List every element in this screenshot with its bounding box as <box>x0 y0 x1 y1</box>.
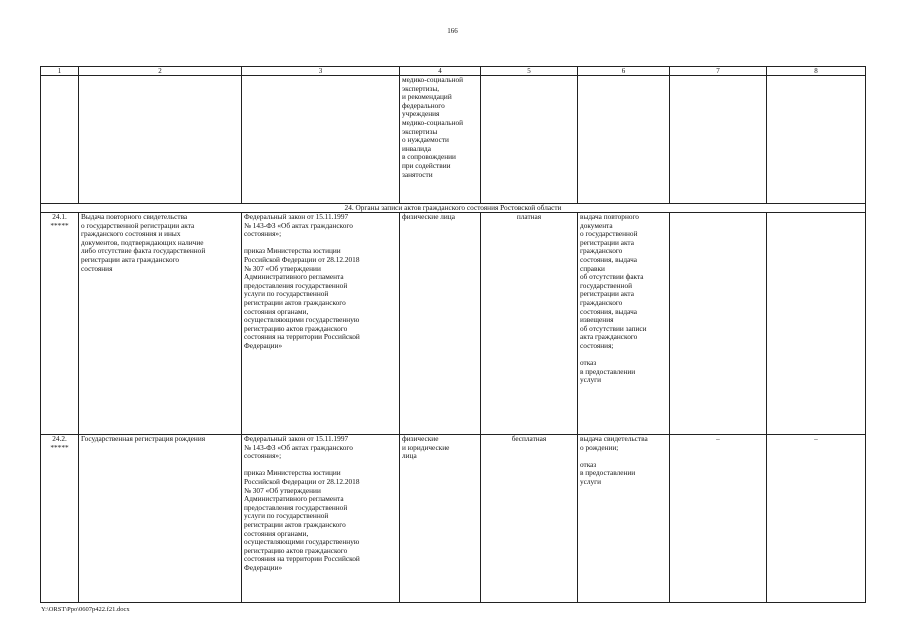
cell-col8 <box>767 76 866 204</box>
cell-result: выдача свидетельства о рождении; отказ в предоставлении услуги <box>578 435 670 603</box>
column-number: 1 <box>41 67 79 76</box>
section-title: 24. Органы записи актов гражданского состояния Ростовской области <box>41 204 866 213</box>
table-row <box>41 213 866 435</box>
cell-recipients: медико-социальной экспертизы, и рекомендаций федерального учреждения медико-социальной экспертизы о нуждаемости инвалида в сопровождении при содействии занятости <box>400 76 481 204</box>
column-number: 8 <box>767 67 866 76</box>
cell-service-name: Выдача повторного свидетельства о государственной регистрации акта гражданского состояния и иных документов, подтверждающих наличие либо отсутствие факта государственной регистрации акта гражданского состояния <box>79 213 242 435</box>
footer-file-path: Y:\ORST\Ppo\0607p422.f21.docx <box>41 606 130 613</box>
cell-legal-basis: Федеральный закон от 15.11.1997 № 143-ФЗ «Об актах гражданского состояния»; приказ Министерства юстиции Российской Федерации от 28.12.2018 № 307 «Об утверждении Административного регламента предоставления государственной услуги по государственной регистрации актов гражданского состояния органами, осуществляющими государственную регистрацию актов гражданского состояния на территории Российской Федерации» <box>242 213 400 435</box>
cell-payment: бесплатная <box>481 435 578 603</box>
cell-col7 <box>670 76 767 204</box>
column-number: 7 <box>670 67 767 76</box>
cell-recipients: физические и юридические лица <box>400 435 481 603</box>
cell-payment <box>481 76 578 204</box>
cell-col7 <box>670 213 767 435</box>
section-row <box>41 204 866 213</box>
column-number: 6 <box>578 67 670 76</box>
column-number-row <box>41 67 866 76</box>
cell-recipients: физические лица <box>400 213 481 435</box>
column-number: 5 <box>481 67 578 76</box>
column-number: 4 <box>400 67 481 76</box>
column-number: 3 <box>242 67 400 76</box>
continuation-row <box>41 76 866 204</box>
cell-service-name <box>79 76 242 204</box>
cell-legal-basis <box>242 76 400 204</box>
table-row <box>41 435 866 603</box>
column-number: 2 <box>79 67 242 76</box>
cell-number: 24.1. ***** <box>41 213 79 435</box>
services-table <box>40 66 866 603</box>
cell-col7: – <box>670 435 767 603</box>
cell-result <box>578 76 670 204</box>
cell-result: выдача повторного документа о государственной регистрации акта гражданского состояния, выдача справки об отсутствии факта государственной регистрации акта гражданского состояния, выдача извещения об отсутствии записи акта гражданского состояния; отказ в предоставлении услуги <box>578 213 670 435</box>
page-number: 166 <box>447 27 458 35</box>
cell-payment: платная <box>481 213 578 435</box>
cell-col8 <box>767 213 866 435</box>
cell-legal-basis: Федеральный закон от 15.11.1997 № 143-ФЗ «Об актах гражданского состояния»; приказ Министерства юстиции Российской Федерации от 28.12.2018 № 307 «Об утверждении Административного регламента предоставления государственной услуги по государственной регистрации актов гражданского состояния органами, осуществляющими государственную регистрацию актов гражданского состояния на территории Российской Федерации» <box>242 435 400 603</box>
cell-number <box>41 76 79 204</box>
cell-service-name: Государственная регистрация рождения <box>79 435 242 603</box>
cell-number: 24.2. ***** <box>41 435 79 603</box>
cell-col8: – <box>767 435 866 603</box>
